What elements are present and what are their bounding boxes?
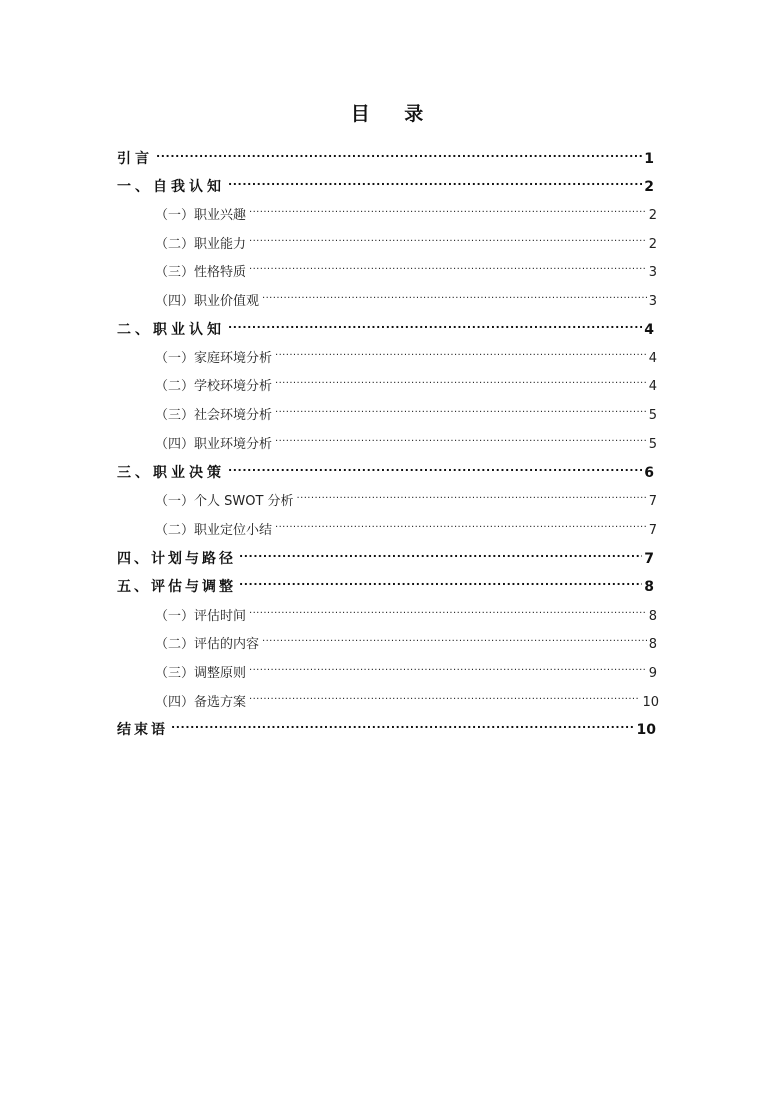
dot-leader xyxy=(275,428,647,448)
toc-entry-label: （一）职业兴趣 xyxy=(155,208,247,223)
toc-entry-adjustment-principles[interactable] xyxy=(155,657,657,681)
toc-entry-label: （四）职业价值观 xyxy=(155,294,260,309)
toc-entry-career-decision[interactable] xyxy=(117,457,654,481)
page-title: 目 录 xyxy=(350,103,438,125)
toc-page-number: 3 xyxy=(648,294,657,309)
toc-page-number: 7 xyxy=(648,494,657,509)
toc-page-number: 1 xyxy=(644,151,654,167)
toc-entry-career-cognition[interactable] xyxy=(117,314,654,338)
toc-entry-label: （二）职业定位小结 xyxy=(155,523,273,538)
toc-entry-career-ability[interactable] xyxy=(155,228,657,252)
toc-entry-label: （四）备选方案 xyxy=(155,695,247,710)
toc-entry-label: （二）学校环境分析 xyxy=(155,379,273,394)
toc-entry-career-positioning-summary[interactable] xyxy=(155,514,657,538)
dot-leader xyxy=(156,143,642,163)
dot-leader xyxy=(275,342,647,362)
toc-page-number: 3 xyxy=(648,265,657,280)
toc-page-number: 5 xyxy=(648,408,657,423)
dot-leader xyxy=(228,457,642,477)
toc-page-number: 4 xyxy=(644,322,654,338)
toc-entry-career-values[interactable] xyxy=(155,285,657,309)
toc-entry-label: 一、自我认知 xyxy=(117,179,225,195)
toc-page-number: 7 xyxy=(648,523,657,538)
toc-entry-occupational-environment[interactable] xyxy=(155,428,657,452)
toc-entry-introduction[interactable] xyxy=(117,143,654,167)
dot-leader xyxy=(249,686,640,706)
toc-entry-label: （三）性格特质 xyxy=(155,265,247,280)
dot-leader xyxy=(275,514,647,534)
toc-entry-label: （三）社会环境分析 xyxy=(155,408,273,423)
toc-entry-label: （二）职业能力 xyxy=(155,237,247,252)
dot-leader xyxy=(249,228,647,248)
dot-leader xyxy=(249,600,647,620)
toc-entry-evaluation-and-adjustment[interactable] xyxy=(117,571,654,595)
toc-entry-label: 结束语 xyxy=(117,722,168,738)
toc-page-number: 8 xyxy=(644,579,654,595)
dot-leader xyxy=(239,543,642,563)
toc-entry-label: （二）评估的内容 xyxy=(155,637,260,652)
toc-entry-label: （一）评估时间 xyxy=(155,609,247,624)
toc-entry-label: （一）个人 SWOT 分析 xyxy=(155,494,294,509)
toc-page-number: 2 xyxy=(644,179,654,195)
toc-entry-personality-traits[interactable] xyxy=(155,256,657,280)
toc-entry-social-environment[interactable] xyxy=(155,399,657,423)
toc-page-number: 7 xyxy=(644,551,654,567)
toc-entry-label: 四、计划与路径 xyxy=(117,551,236,567)
toc-entry-label: 三、职业决策 xyxy=(117,465,225,481)
dot-leader xyxy=(239,571,642,591)
dot-leader xyxy=(262,285,647,305)
dot-leader xyxy=(275,399,647,419)
dot-leader xyxy=(171,714,635,734)
toc-entry-swot-analysis[interactable] xyxy=(155,485,657,509)
dot-leader xyxy=(297,485,647,505)
dot-leader xyxy=(249,657,647,677)
toc-entry-evaluation-content[interactable] xyxy=(155,628,657,652)
toc-entry-plan-and-path[interactable] xyxy=(117,543,654,567)
toc-page-number: 2 xyxy=(648,208,657,223)
toc-page-number: 10 xyxy=(636,722,656,738)
toc-entry-label: （一）家庭环境分析 xyxy=(155,351,273,366)
toc-page-number: 9 xyxy=(648,666,657,681)
dot-leader xyxy=(275,370,647,390)
toc-entry-self-cognition[interactable] xyxy=(117,171,654,195)
toc-entry-alternative-plans[interactable] xyxy=(155,686,659,710)
toc-entry-label: （四）职业环境分析 xyxy=(155,437,273,452)
toc-page-number: 6 xyxy=(644,465,654,481)
toc-entry-evaluation-time[interactable] xyxy=(155,600,657,624)
toc-page-number: 8 xyxy=(648,637,657,652)
toc-entry-school-environment[interactable] xyxy=(155,370,657,394)
dot-leader xyxy=(249,256,647,276)
toc-entry-conclusion[interactable] xyxy=(117,714,656,738)
toc-entry-career-interest[interactable] xyxy=(155,199,657,223)
toc-page-number: 4 xyxy=(648,351,657,366)
dot-leader xyxy=(262,628,647,648)
toc-page-number: 8 xyxy=(648,609,657,624)
toc-entry-label: （三）调整原则 xyxy=(155,666,247,681)
toc-page-number: 2 xyxy=(648,237,657,252)
toc-page-number: 5 xyxy=(648,437,657,452)
toc-entry-label: 引言 xyxy=(117,151,153,167)
toc-page-number: 10 xyxy=(642,695,659,710)
toc-entry-family-environment[interactable] xyxy=(155,342,657,366)
toc-entry-label: 五、评估与调整 xyxy=(117,579,236,595)
toc-entry-label: 二、职业认知 xyxy=(117,322,225,338)
dot-leader xyxy=(228,171,642,191)
dot-leader xyxy=(228,314,642,334)
dot-leader xyxy=(249,199,647,219)
toc-page-number: 4 xyxy=(648,379,657,394)
